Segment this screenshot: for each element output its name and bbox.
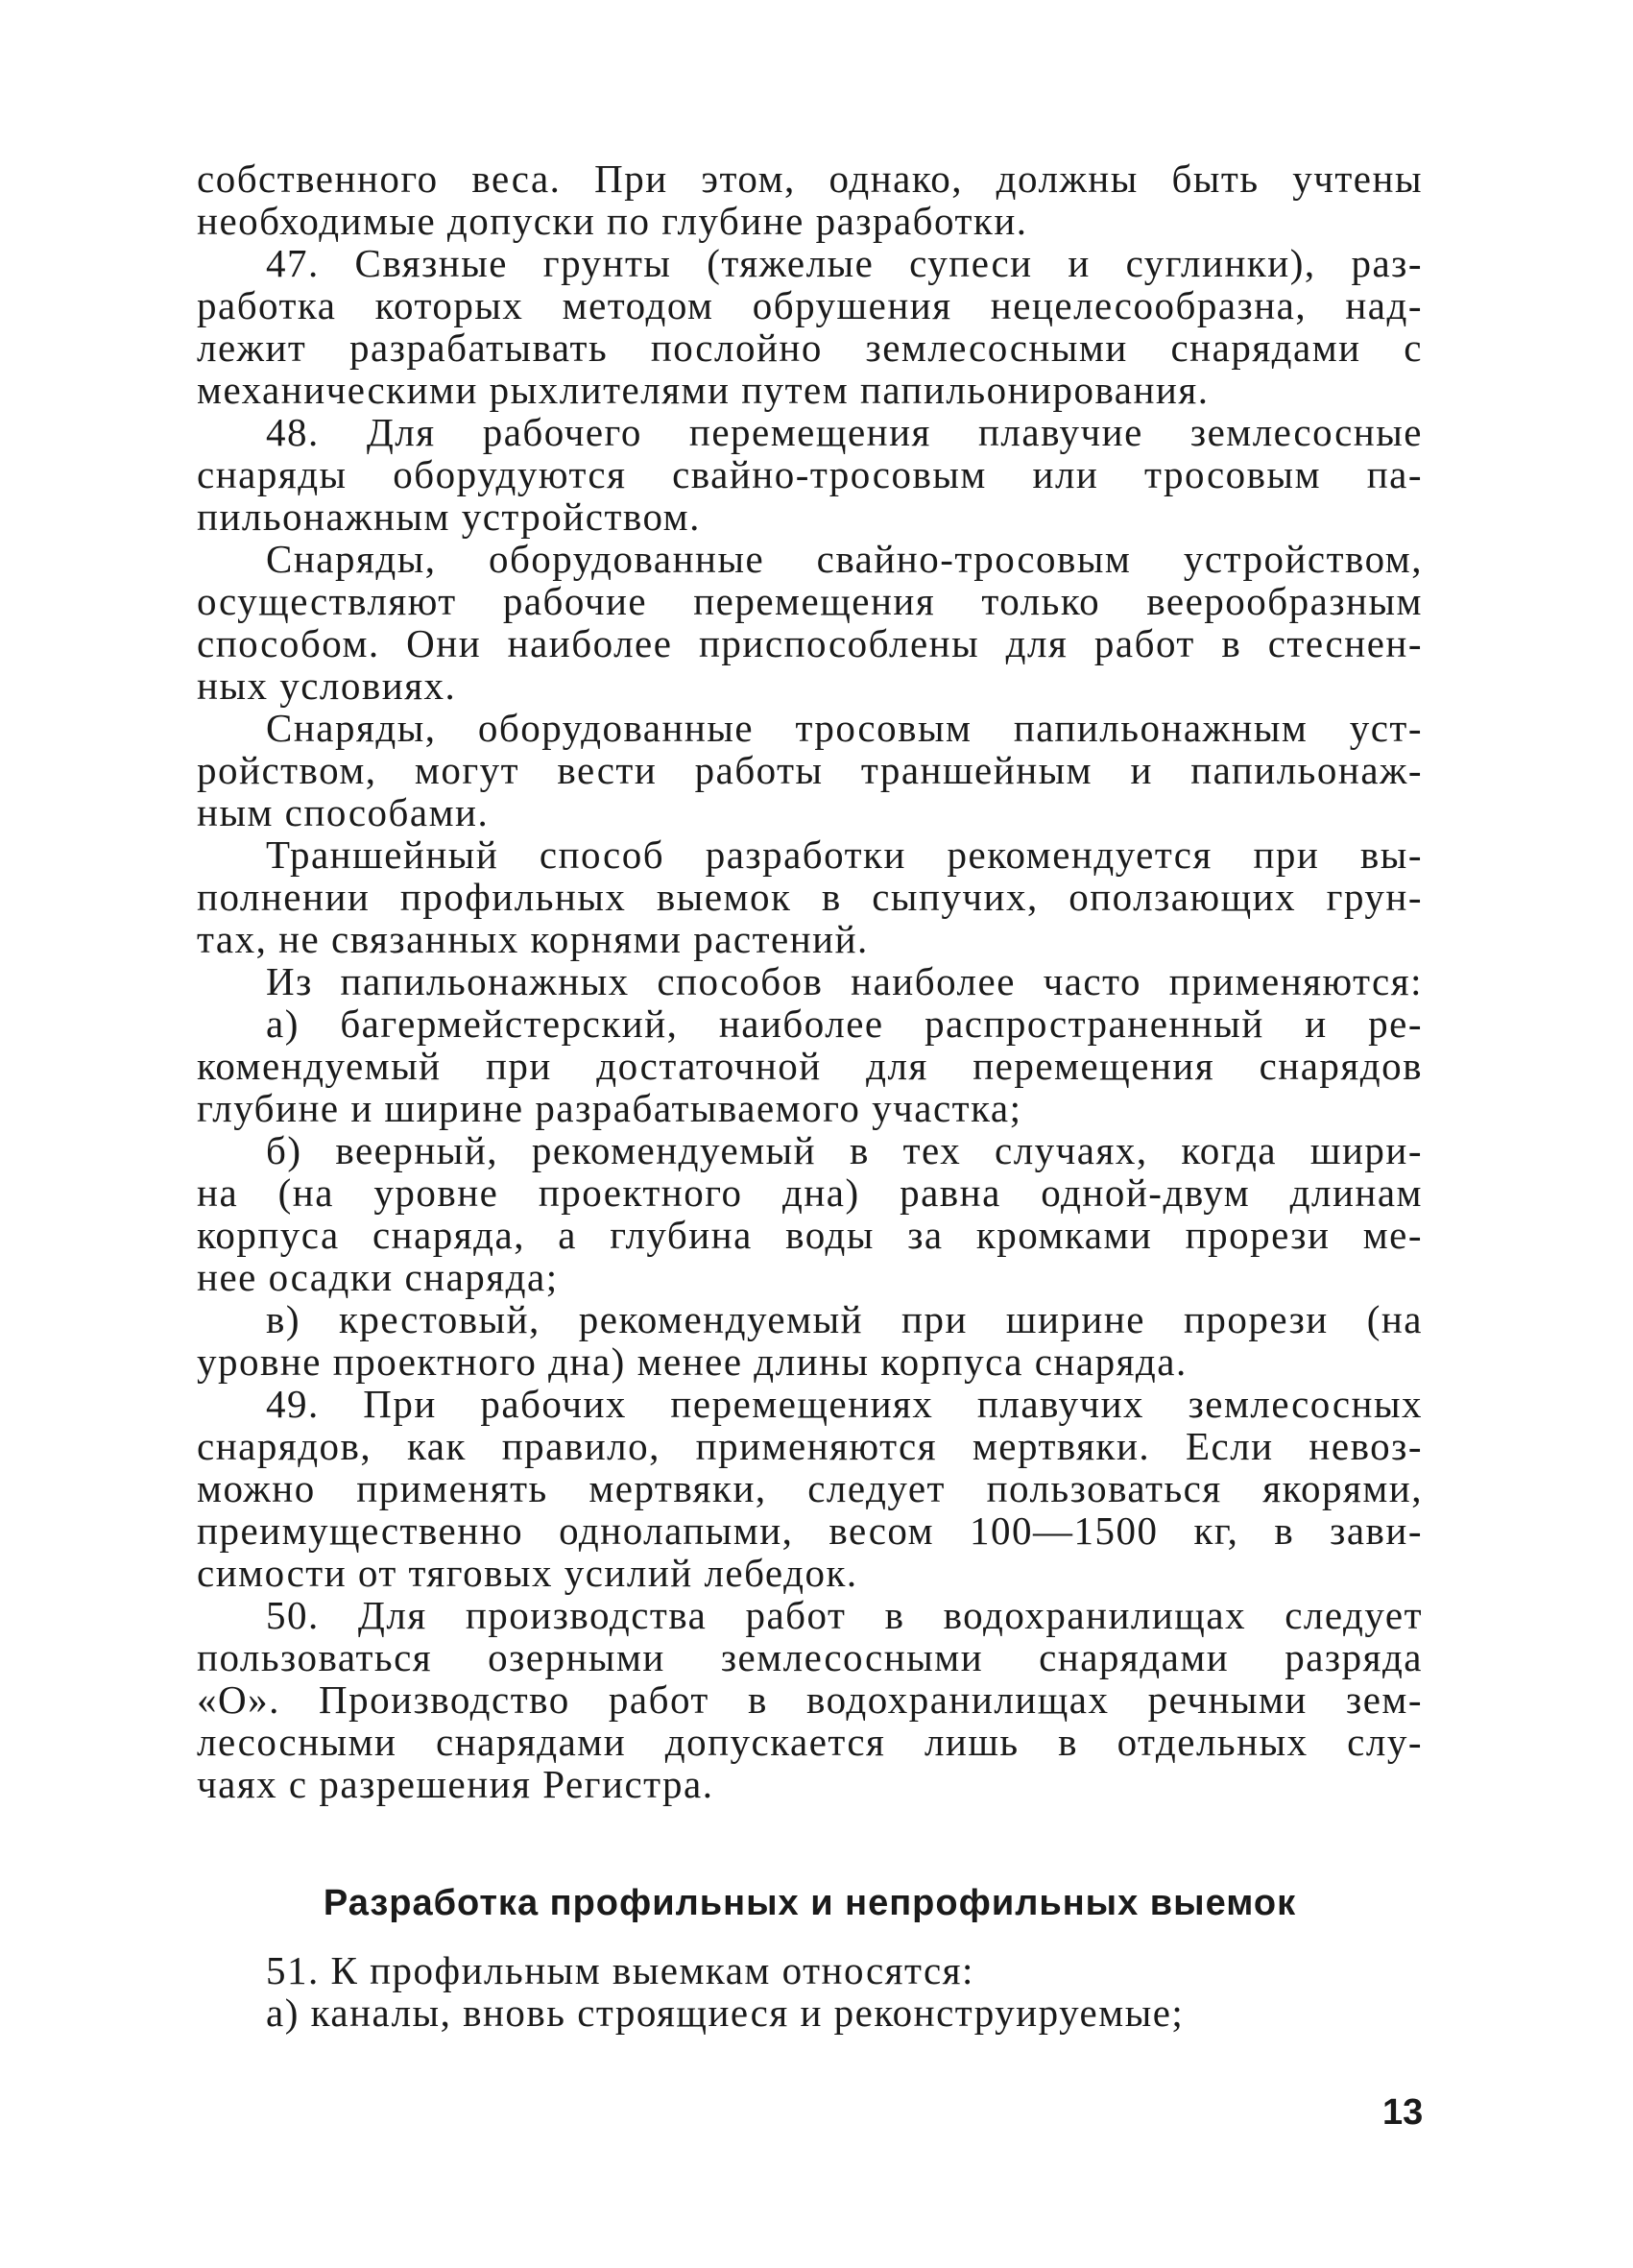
text-line: способом. Они наиболее приспособлены для работ в стеснен- [197,621,1423,665]
text-line: глубине и ширине разрабатываемого участка; [197,1086,1022,1130]
text-line: необходимые допуски по глубине разработки. [197,199,1028,243]
text-line: снаряды оборудуются свайно-тросовым или тросовым па- [197,452,1423,496]
paragraph-line: Траншейный способ разработки рекомендуется при вы- [266,832,1423,877]
text-line: ройством, могут вести работы траншейным и папильонаж- [197,748,1423,792]
paragraph-48-line: 48. Для рабочего перемещения плавучие землесосные [266,410,1423,454]
text-line: лежит разрабатывать послойно землесосными снарядами с [197,326,1423,370]
text-line: лесосными снарядами допускается лишь в отдельных слу- [197,1720,1423,1764]
text-line: на (на уровне проектного дна) равна одной-двум длинам [197,1170,1423,1215]
list-item-v-line: в) крестовый, рекомендуемый при ширине прорези (на [266,1297,1423,1341]
text-line: работка которых методом обрушения нецелесообразна, над- [197,283,1423,327]
paragraph-47-line: 47. Связные грунты (тяжелые супеси и суглинки), раз- [266,241,1423,285]
text-line: полнении профильных выемок в сыпучих, оползающих грун- [197,875,1423,919]
text-line: преимущественно однолапыми, весом 100—1500 кг, в зави- [197,1508,1423,1553]
paragraph-49-line: 49. При рабочих перемещениях плавучих землесосных [266,1382,1423,1426]
paragraph-line: Снаряды, оборудованные свайно-тросовым устройством, [266,537,1423,581]
text-line: симости от тяговых усилий лебедок. [197,1551,858,1595]
text-line: собственного веса. При этом, однако, должны быть учтены [197,157,1423,201]
list-item-a-line: а) каналы, вновь строящиеся и реконструируемые; [266,1991,1185,2035]
text-line: корпуса снаряда, а глубина воды за кромками прорези ме- [197,1213,1423,1257]
list-item-b-line: б) веерный, рекомендуемый в тех случаях, когда шири- [266,1128,1423,1172]
page-number: 13 [1382,2092,1424,2133]
text-line: комендуемый при достаточной для перемещения снарядов [197,1044,1423,1088]
text-line: пользоваться озерными землесосными снарядами разряда [197,1635,1423,1679]
body-text-bottom [197,1949,1423,2034]
paragraph-50-line: 50. Для производства работ в водохранилищах следует [266,1593,1423,1637]
text-line: ным способами. [197,790,490,834]
body-text-top [197,157,1423,1805]
text-line: чаях с разрешения Регистра. [197,1762,714,1806]
text-line: можно применять мертвяки, следует пользоваться якорями, [197,1466,1423,1510]
list-item-a-line: а) багермейстерский, наиболее распространенный и ре- [266,1001,1423,1046]
text-line: «О». Производство работ в водохранилищах речными зем- [197,1677,1423,1722]
text-line: механическими рыхлителями путем папильонирования. [197,368,1210,412]
text-line: уровне проектного дна) менее длины корпуса снаряда. [197,1339,1188,1384]
text-line: снарядов, как правило, применяются мертвяки. Если невоз- [197,1424,1423,1468]
text-line: ных условиях. [197,664,457,708]
paragraph-line: Из папильонажных способов наиболее часто применяются: [266,959,1423,1003]
paragraph-51-line: 51. К профильным выемкам относятся: [266,1948,974,1992]
section-heading: Разработка профильных и непрофильных выемок [323,1883,1297,1923]
text-line: нее осадки снаряда; [197,1255,559,1299]
text-line: пильонажным устройством. [197,495,701,539]
paragraph-line: Снаряды, оборудованные тросовым папильонажным уст- [266,706,1423,750]
text-line: осуществляют рабочие перемещения только веерообразным [197,579,1423,623]
text-line: тах, не связанных корнями растений. [197,917,869,961]
